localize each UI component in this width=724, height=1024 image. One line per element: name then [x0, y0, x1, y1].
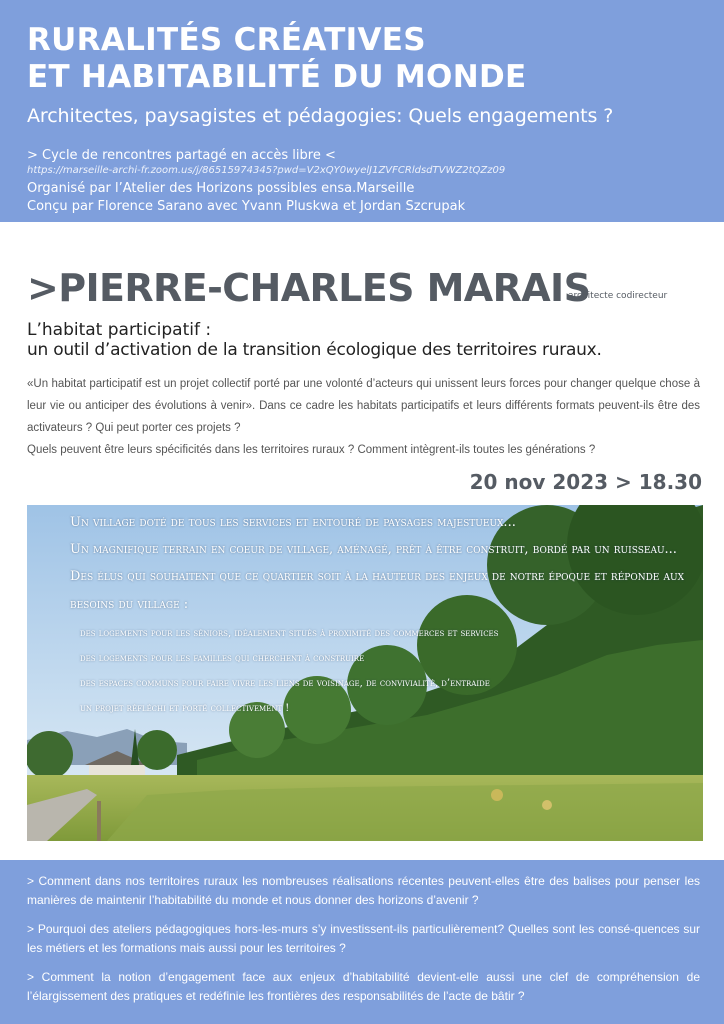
event-title-line2: ET HABITABILITÉ DU MONDE: [27, 59, 527, 95]
intro-paragraph-2: Quels peuvent être leurs spécificités dans les territoires ruraux ? Comment intègrent-ils toutes les générations ?: [27, 444, 596, 456]
intro-paragraph-1: «Un habitat participatif est un projet collectif porté par une volonté d’acteurs qui unissent leurs forces pour changer quelque chose à leur vie ou anticiper des évolutions à venir». Dans ce cadre les habitats participatifs et leurs différents formats peuvent-ils être des activateurs ? Qui peut porter ces projets ?: [27, 378, 700, 434]
caption-line-3: Des élus qui souhaitent que ce quartier soit à la hauteur des enjeux de notre époque et réponde aux: [70, 569, 684, 584]
intro-text: [27, 373, 700, 461]
caption-line-1: Un village doté de tous les services et entouré de paysages majestueux...: [70, 515, 516, 530]
event-date: 20 nov 2023 > 18.30: [469, 470, 702, 494]
event-title: [27, 22, 526, 96]
caption-item-3: des espaces communs pour faire vivre les liens de voisinage, de convivialité, d’entraide: [80, 678, 490, 689]
speaker-role: architecte codirecteur: [568, 291, 668, 301]
event-title-line1: RURALITÉS CRÉATIVES: [27, 22, 426, 58]
questions-band: [0, 860, 724, 1024]
talk-title-line1: L’habitat participatif :: [27, 320, 212, 340]
zoom-link[interactable]: https://marseille-archi-fr.zoom.us/j/86515974345?pwd=V2xQY0wyelJ1ZVFCRldsdTVWZ2tQZz09: [27, 165, 506, 176]
caption-item-1: des logements pour les séniors, idéalement situés à proximité des commerces et services: [80, 628, 499, 639]
organizer-line: Organisé par l’Atelier des Horizons possibles ensa.Marseille: [27, 181, 415, 196]
speaker-name: >PIERRE-CHARLES MARAIS: [27, 266, 591, 310]
caption-line-2: Un magnifique terrain en coeur de village, aménagé, prêt à être construit, bordé par un ruisseau...: [70, 542, 677, 557]
event-subtitle: Architectes, paysagistes et pédagogies: Quels engagements ?: [27, 105, 614, 127]
landscape-photo: [27, 505, 703, 841]
talk-title-line2: un outil d’activation de la transition écologique des territoires ruraux.: [27, 340, 602, 360]
caption-item-2: des logements pour les familles qui cherchent à construire: [80, 653, 365, 664]
question-1: > Comment dans nos territoires ruraux les nombreuses réalisations récentes peuvent-elles être des balises pour penser les manières de maintenir l’habitabilité du monde et nous donner des horizons d’avenir ?: [27, 874, 700, 907]
question-2: > Pourquoi des ateliers pédagogiques hors-les-murs s’y investissent-ils particulièrement? Quelles sont les consé-quences sur les métiers et les formations mais aussi pour les territoires ?: [27, 922, 700, 955]
caption-item-4: un projet réfléchi et porté collectivement !: [80, 703, 290, 714]
header-band: [0, 0, 724, 222]
credits-line: Conçu par Florence Sarano avec Yvann Pluskwa et Jordan Szcrupak: [27, 199, 466, 214]
cycle-notice: > Cycle de rencontres partagé en accès libre <: [27, 148, 336, 163]
question-3: > Comment la notion d’engagement face aux enjeux d’habitabilité devient-elle aussi une clef de compréhension de l’élargissement des pratiques et redéfinie les frontières des responsabilités de l’acte de bâtir ?: [27, 970, 700, 1003]
caption-line-4: besoins du village :: [70, 597, 189, 612]
